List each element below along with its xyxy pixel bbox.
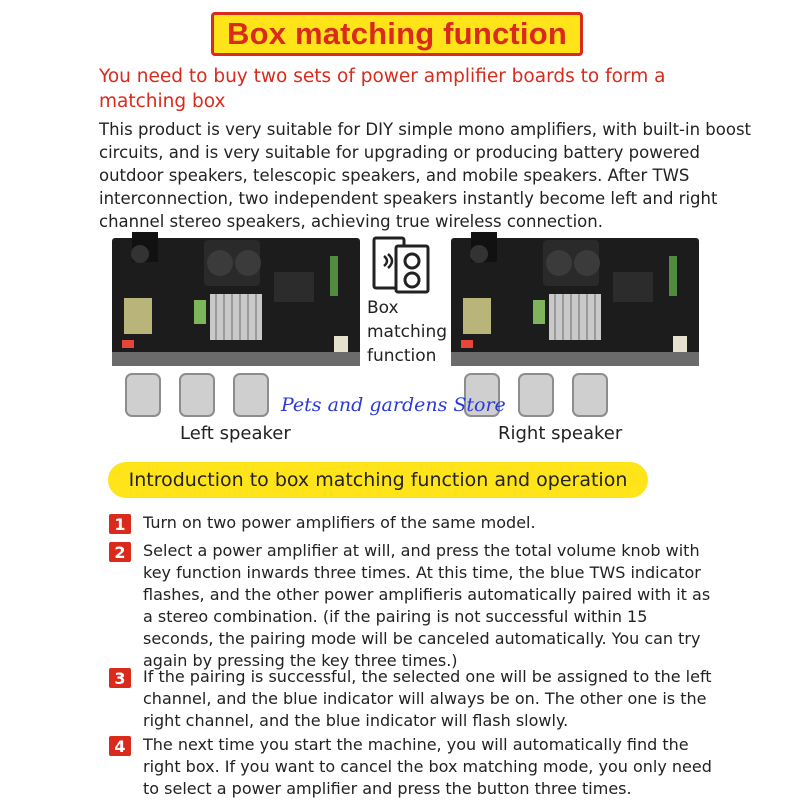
left-amplifier-board	[112, 232, 360, 417]
section-title: Introduction to box matching function and operation	[128, 469, 628, 491]
step-number: 2	[109, 542, 131, 562]
right-speaker-label: Right speaker	[498, 423, 623, 444]
section-banner	[108, 462, 648, 498]
step-number: 3	[109, 668, 131, 688]
step-number: 1	[109, 514, 131, 534]
left-speaker-label: Left speaker	[180, 423, 291, 444]
title-banner	[211, 12, 583, 56]
right-amplifier-board	[451, 232, 699, 417]
step-text: Turn on two power amplifiers of the same model.	[143, 513, 536, 532]
step-number: 4	[109, 736, 131, 756]
store-watermark: Pets and gardens Store	[281, 394, 506, 416]
speaker-box-pair-icon	[372, 234, 432, 294]
step-text: The next time you start the machine, you will automatically find the right box. If you want to cancel the box matching mode, you only need to select a power amplifier and press the button three times.	[143, 735, 712, 798]
lead-text: You need to buy two sets of power amplifier boards to form a matching box	[99, 66, 666, 112]
intro-text: This product is very suitable for DIY simple mono amplifiers, with built-in boost circuits, and is very suitable for upgrading or producing battery powered outdoor speakers, telescopic speakers, and mobile speakers. After TWS interconnection, two independent speakers instantly become left and right channel stereo speakers, achieving true wireless connection.	[99, 120, 752, 231]
step-text: If the pairing is successful, the selected one will be assigned to the left channel, and the blue indicator will always be on. The other one is the right channel, and the blue indicator will flash slowly.	[143, 667, 712, 730]
step-text: Select a power amplifier at will, and press the total volume knob with key function inwards three times. At this time, the blue TWS indicator flashes, and the other power amplifieris automatically paired with it as a stereo combination. (if the pairing is not successful within 15 seconds, the pairing mode will be canceled automatically. You can try again by pressing the key three times.)	[143, 541, 711, 670]
box-matching-label: Box matching function	[367, 298, 448, 366]
page-title: Box matching function	[226, 16, 568, 51]
